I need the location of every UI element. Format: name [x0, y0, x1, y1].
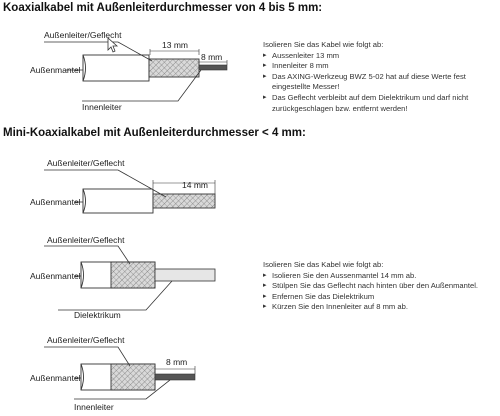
label-inner: Innenleiter [74, 402, 114, 412]
diagram-2b [30, 235, 215, 320]
instructions-section1 [263, 40, 495, 114]
instructions-intro: Isolieren Sie das Kabel wie folgt ab: [263, 260, 384, 269]
label-jacket: Außenmantel [30, 197, 81, 207]
list-item: ▸ Aussenleiter 13 mm [263, 51, 495, 62]
label-dielectric: Dielektrikum [74, 310, 121, 320]
instructions-section2 [263, 260, 495, 313]
diagram-2a [30, 158, 215, 213]
label-shield: Außenleiter/Geflecht [47, 158, 125, 168]
label-shield: Außenleiter/Geflecht [47, 235, 125, 245]
outer-jacket [83, 189, 153, 213]
outer-jacket [83, 55, 149, 81]
label-shield: Außenleiter/Geflecht [47, 335, 125, 345]
diagram-1 [30, 30, 227, 112]
label-inner: Innenleiter [82, 102, 122, 112]
list-item: ▸ Das AXING-Werkzeug BWZ 5-02 hat auf diese Werte fest eingestellte Messer! [263, 72, 495, 93]
list-item: ▸ Isolieren Sie den Aussenmantel 14 mm ab. [263, 271, 495, 282]
dim-shield: 13 mm [162, 40, 188, 50]
dielectric [155, 269, 215, 281]
diagram-2c [30, 335, 195, 412]
list-item: ▸ Stülpen Sie das Geflecht nach hinten über den Außenmantel. [263, 281, 495, 292]
inner-conductor [199, 65, 227, 70]
dim-shield: 14 mm [182, 180, 208, 190]
list-item: ▸ Innenleiter 8 mm [263, 61, 495, 72]
instructions-intro: Isolieren Sie das Kabel wie folgt ab: [263, 40, 384, 49]
list-item: ▸ Kürzen Sie den Innenleiter auf 8 mm ab. [263, 302, 495, 313]
section2-heading: Mini-Koaxialkabel mit Außenleiterdurchmesser < 4 mm: [3, 127, 306, 139]
instructions-list [263, 271, 495, 313]
list-item: ▸ Enfernen Sie das Dielektrikum [263, 292, 495, 303]
cursor-icon [108, 38, 117, 52]
instructions-list [263, 51, 495, 115]
label-jacket: Außenmantel [30, 373, 81, 383]
dim-inner: 8 mm [166, 357, 188, 367]
section1-heading: Koaxialkabel mit Außenleiterdurchmesser von 4 bis 5 mm: [3, 2, 323, 14]
list-item: ▸ Das Geflecht verbleibt auf dem Dielektrikum und darf nicht zurückgeschlagen bzw. entfernt werden! [263, 93, 495, 114]
label-jacket: Außenmantel [30, 65, 81, 75]
label-jacket: Außenmantel [30, 271, 81, 281]
dim-inner: 8 mm [201, 52, 223, 62]
inner-conductor [155, 374, 195, 380]
label-shield: Außenleiter/Geflecht [44, 30, 122, 40]
